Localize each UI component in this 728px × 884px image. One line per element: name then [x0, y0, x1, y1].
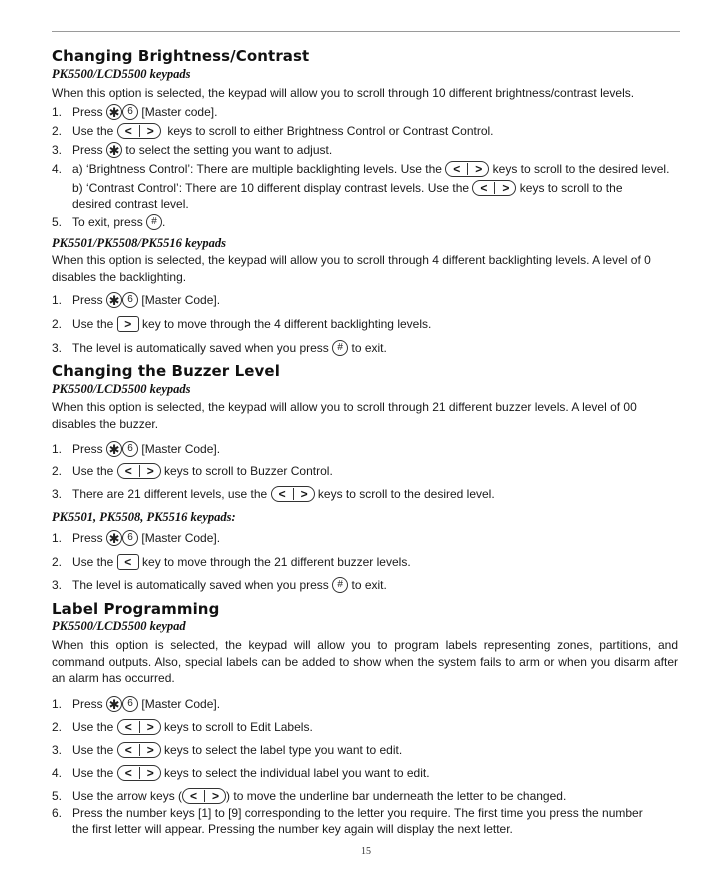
- scroll-keys-icon: < >: [117, 765, 161, 781]
- buzzer-intro: When this option is selected, the keypad will allow you to scroll through 21 different buzzer levels. A level of 00 disables the buzzer.: [52, 400, 637, 431]
- brightness-step-4b-cont: desired contrast level.: [72, 197, 189, 211]
- brightness-alt-step-3: 3. The level is automatically saved when you press # to exit.: [52, 341, 387, 355]
- star-key-icon: ✱: [106, 142, 122, 158]
- brightness-step-5: 5. To exit, press # .: [52, 215, 166, 229]
- brightness-alt-step-1: 1. Press ✱ 6 [Master Code].: [52, 292, 221, 308]
- scroll-keys-icon: < >: [271, 486, 315, 502]
- scroll-keys-icon: < >: [117, 719, 161, 735]
- label-step-3: 3. Use the < > keys to select the label type you want to edit.: [52, 742, 403, 757]
- subheading-pk5500-brightness: PK5500/LCD5500 keypads: [52, 67, 191, 81]
- star-key-icon: ✱: [106, 530, 122, 546]
- label-step-6-cont: the first letter will appear. Pressing the number key again will display the next letter.: [72, 822, 513, 836]
- subheading-pk5500-label: PK5500/LCD5500 keypad: [52, 619, 186, 633]
- six-key-icon: 6: [122, 696, 138, 712]
- right-key-icon: >: [117, 316, 139, 332]
- label-step-5: 5. Use the arrow keys ( < > ) to move the underline bar underneath the letter to be changed.: [52, 788, 567, 803]
- buzzer-alt-step-2: 2. Use the < key to move through the 21 different buzzer levels.: [52, 554, 411, 569]
- brightness-step-4a: 4. a) ‘Brightness Control’: There are multiple backlighting levels. Use the < > keys to scroll to the desired level.: [52, 161, 670, 176]
- brightness-intro: When this option is selected, the keypad will allow you to scroll through 10 different brightness/contrast levels.: [52, 86, 635, 100]
- buzzer-step-3: 3. There are 21 different levels, use the < > keys to scroll to the desired level.: [52, 486, 495, 501]
- hash-key-icon: #: [332, 577, 348, 593]
- label-intro: When this option is selected, the keypad will allow you to program labels representing zones, partitions, and command outputs. Also, special labels can be added to show when the system fails to arm or when you disarm after an alarm has occurred.: [52, 638, 678, 685]
- heading-label-programming: Label Programming: [52, 600, 220, 618]
- hash-key-icon: #: [332, 340, 348, 356]
- buzzer-alt-step-3: 3. The level is automatically saved when you press # to exit.: [52, 578, 387, 592]
- hash-key-icon: #: [146, 214, 162, 230]
- brightness-step-3: 3. Press ✱ to select the setting you want to adjust.: [52, 142, 333, 158]
- heading-buzzer: Changing the Buzzer Level: [52, 362, 280, 380]
- brightness-alt-step-2: 2. Use the > key to move through the 4 different backlighting levels.: [52, 316, 432, 331]
- buzzer-step-1: 1. Press ✱ 6 [Master Code].: [52, 441, 221, 457]
- scroll-keys-icon: < >: [182, 788, 226, 804]
- star-key-icon: ✱: [106, 104, 122, 120]
- buzzer-step-2: 2. Use the < > keys to scroll to Buzzer Control.: [52, 463, 333, 478]
- scroll-keys-icon: < >: [445, 161, 489, 177]
- brightness-step-4b: b) ‘Contrast Control’: There are 10 different display contrast levels. Use the < > keys to scroll to the: [72, 180, 623, 195]
- brightness-step-2: 2. Use the < > keys to scroll to either Brightness Control or Contrast Control.: [52, 123, 494, 138]
- brightness-step-1: 1. Press ✱ 6 [Master code].: [52, 104, 218, 120]
- label-step-4: 4. Use the < > keys to select the individual label you want to edit.: [52, 765, 430, 780]
- six-key-icon: 6: [122, 441, 138, 457]
- buzzer-alt-step-1: 1. Press ✱ 6 [Master Code].: [52, 530, 221, 546]
- page-number: 15: [361, 846, 371, 857]
- subheading-pk5501-buzzer: PK5501, PK5508, PK5516 keypads:: [52, 510, 236, 524]
- six-key-icon: 6: [122, 530, 138, 546]
- heading-brightness: Changing Brightness/Contrast: [52, 47, 310, 65]
- scroll-keys-icon: < >: [472, 180, 516, 196]
- brightness-intro-2: When this option is selected, the keypad will allow you to scroll through 4 different backlighting levels. A level of 0 disables the backlighting.: [52, 253, 651, 284]
- star-key-icon: ✱: [106, 441, 122, 457]
- label-step-2: 2. Use the < > keys to scroll to Edit Labels.: [52, 719, 313, 734]
- subheading-pk5500-buzzer: PK5500/LCD5500 keypads: [52, 382, 191, 396]
- label-step-6: 6. Press the number keys [1] to [9] corresponding to the letter you require. The first time you press the number: [52, 806, 643, 820]
- six-key-icon: 6: [122, 292, 138, 308]
- six-key-icon: 6: [122, 104, 138, 120]
- top-rule: [52, 31, 680, 32]
- left-key-icon: <: [117, 554, 139, 570]
- star-key-icon: ✱: [106, 696, 122, 712]
- scroll-keys-icon: < >: [117, 742, 161, 758]
- star-key-icon: ✱: [106, 292, 122, 308]
- scroll-keys-icon: < >: [117, 123, 161, 139]
- scroll-keys-icon: < >: [117, 463, 161, 479]
- label-step-1: 1. Press ✱ 6 [Master Code].: [52, 696, 221, 712]
- subheading-pk5501-brightness: PK5501/PK5508/PK5516 keypads: [52, 236, 226, 250]
